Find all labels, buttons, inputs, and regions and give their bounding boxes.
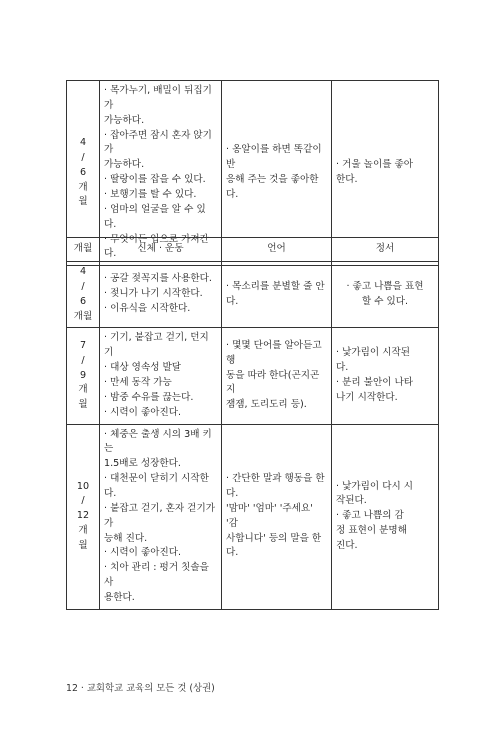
cell-line: 할 수 있다.	[361, 295, 409, 307]
physical-cell	[100, 424, 222, 609]
cell-line: · 대천문이 닫히기 시작한다.	[104, 473, 209, 500]
cell-line: · 체중은 출생 시의 3배 키는	[104, 428, 212, 455]
cell-line: 작된다.	[336, 495, 367, 507]
cell-line: /	[81, 151, 85, 163]
cell-line: · 딸랑이를 잡을 수 있다.	[104, 174, 206, 186]
emotion-cell	[332, 424, 439, 609]
cell-line: 동을 따라 한다(곤지곤지	[226, 369, 320, 396]
cell-line: 잼잼, 도리도리 등).	[226, 399, 307, 411]
cell-line: '맘마' '엄마' '주세요' '감	[226, 502, 313, 529]
cell-line: · 보행기를 탈 수 있다.	[104, 189, 197, 201]
table-header-row	[67, 238, 439, 262]
cell-line: 한다.	[336, 174, 358, 186]
cell-line: · 잡아주면 잠시 혼자 앉기가	[104, 129, 212, 156]
physical-cell	[100, 262, 222, 328]
cell-line: · 시력이 좋아진다.	[104, 406, 182, 418]
cell-line: 개	[78, 384, 88, 396]
cell-line: · 거울 놀이를 좋아	[336, 159, 414, 171]
table-row	[67, 262, 439, 328]
cell-line: · 기기, 붙잡고 걷기, 던지기	[104, 332, 209, 359]
table-row	[67, 328, 439, 424]
cell-line: · 낯가림이 다시 시	[336, 480, 414, 492]
cell-line: · 이유식을 시작한다.	[104, 303, 191, 315]
cell-line: 9	[79, 369, 87, 381]
cell-line: · 좋고 나쁨을 표현	[346, 280, 424, 292]
cell-line: · 좋고 나쁨의 감	[336, 510, 404, 522]
cell-line: /	[81, 495, 85, 507]
header-physical: 신체 · 운동	[100, 238, 222, 262]
cell-line: · 시력이 좋아진다.	[104, 547, 182, 559]
cell-line: 12	[76, 510, 90, 522]
cell-line: 능해 진다.	[104, 532, 148, 544]
cell-line: 응해 주는 것을 좋아한다.	[226, 174, 319, 201]
cell-line: 10	[76, 480, 90, 492]
cell-line: /	[81, 280, 85, 292]
cell-line: · 엄마의 얼굴을 알 수 있다.	[104, 203, 206, 230]
cell-line: · 젖니가 나기 시작한다.	[104, 288, 203, 300]
month-cell	[67, 424, 100, 609]
cell-line: · 옹알이를 하면 똑같이 반	[226, 144, 322, 171]
cell-line: 월	[78, 196, 88, 208]
language-cell	[222, 424, 332, 609]
cell-line: 7	[79, 339, 87, 351]
cell-line: 6	[79, 295, 87, 307]
cell-line: · 목소리를 분별할 줄 안다.	[226, 280, 325, 307]
cell-line: 사합니다' 등의 말을 한다.	[226, 532, 322, 559]
emotion-cell	[332, 262, 439, 328]
cell-line: 월	[78, 399, 88, 411]
cell-line: · 무엇이든 입으로 가져간다.	[104, 233, 209, 260]
month-cell	[67, 262, 100, 328]
table-row	[67, 424, 439, 609]
cell-line: 용한다.	[104, 592, 135, 604]
page-footer: 12 · 교회학교 교육의 모든 것 (상권)	[66, 683, 215, 694]
development-table	[66, 237, 439, 610]
cell-line: · 밤중 수유를 끊는다.	[104, 391, 194, 403]
header-emotion: 정서	[332, 238, 439, 262]
cell-line: 월	[78, 540, 88, 552]
cell-line: 나기 시작한다.	[336, 391, 398, 403]
emotion-cell	[332, 328, 439, 424]
cell-line: 다.	[336, 362, 349, 374]
cell-line: · 분리 불안이 나타	[336, 377, 414, 389]
cell-line: 1.5배로 성장한다.	[104, 458, 181, 470]
cell-line: · 간단한 말과 행동을 한다.	[226, 473, 325, 500]
cell-line: 가능하다.	[104, 114, 145, 126]
cell-line: · 대상 영속성 발달	[104, 362, 182, 374]
cell-line: · 목가누기, 배밀이 뒤집기가	[104, 85, 212, 111]
cell-line: · 낯가림이 시작된	[336, 347, 411, 359]
language-cell	[222, 328, 332, 424]
cell-line: · 치아 관리 : 펑거 칫솔을 사	[104, 562, 209, 589]
cell-line: /	[81, 354, 85, 366]
header-month: 개월	[67, 238, 100, 262]
header-language: 언어	[222, 238, 332, 262]
cell-line: 개	[78, 525, 88, 537]
cell-line: · 붙잡고 걷기, 혼자 걷기가 가	[104, 502, 215, 529]
cell-line: 4	[79, 137, 87, 148]
month-cell	[67, 328, 100, 424]
physical-cell	[100, 328, 222, 424]
cell-line: · 공갈 젖꼭지를 사용한다.	[104, 273, 212, 285]
language-cell	[222, 262, 332, 328]
cell-line: 4	[79, 266, 87, 277]
cell-line: 개	[78, 181, 88, 193]
cell-line: 진다.	[336, 540, 358, 552]
cell-line: 가능하다.	[104, 159, 145, 171]
cell-line: · 만세 동작 가능	[104, 377, 172, 389]
cell-line: 개월	[73, 310, 93, 322]
cell-line: · 몇몇 단어를 알아듣고 행	[226, 339, 322, 366]
cell-line: 6	[79, 166, 87, 178]
cell-line: 정 표현이 분명해	[336, 525, 407, 537]
